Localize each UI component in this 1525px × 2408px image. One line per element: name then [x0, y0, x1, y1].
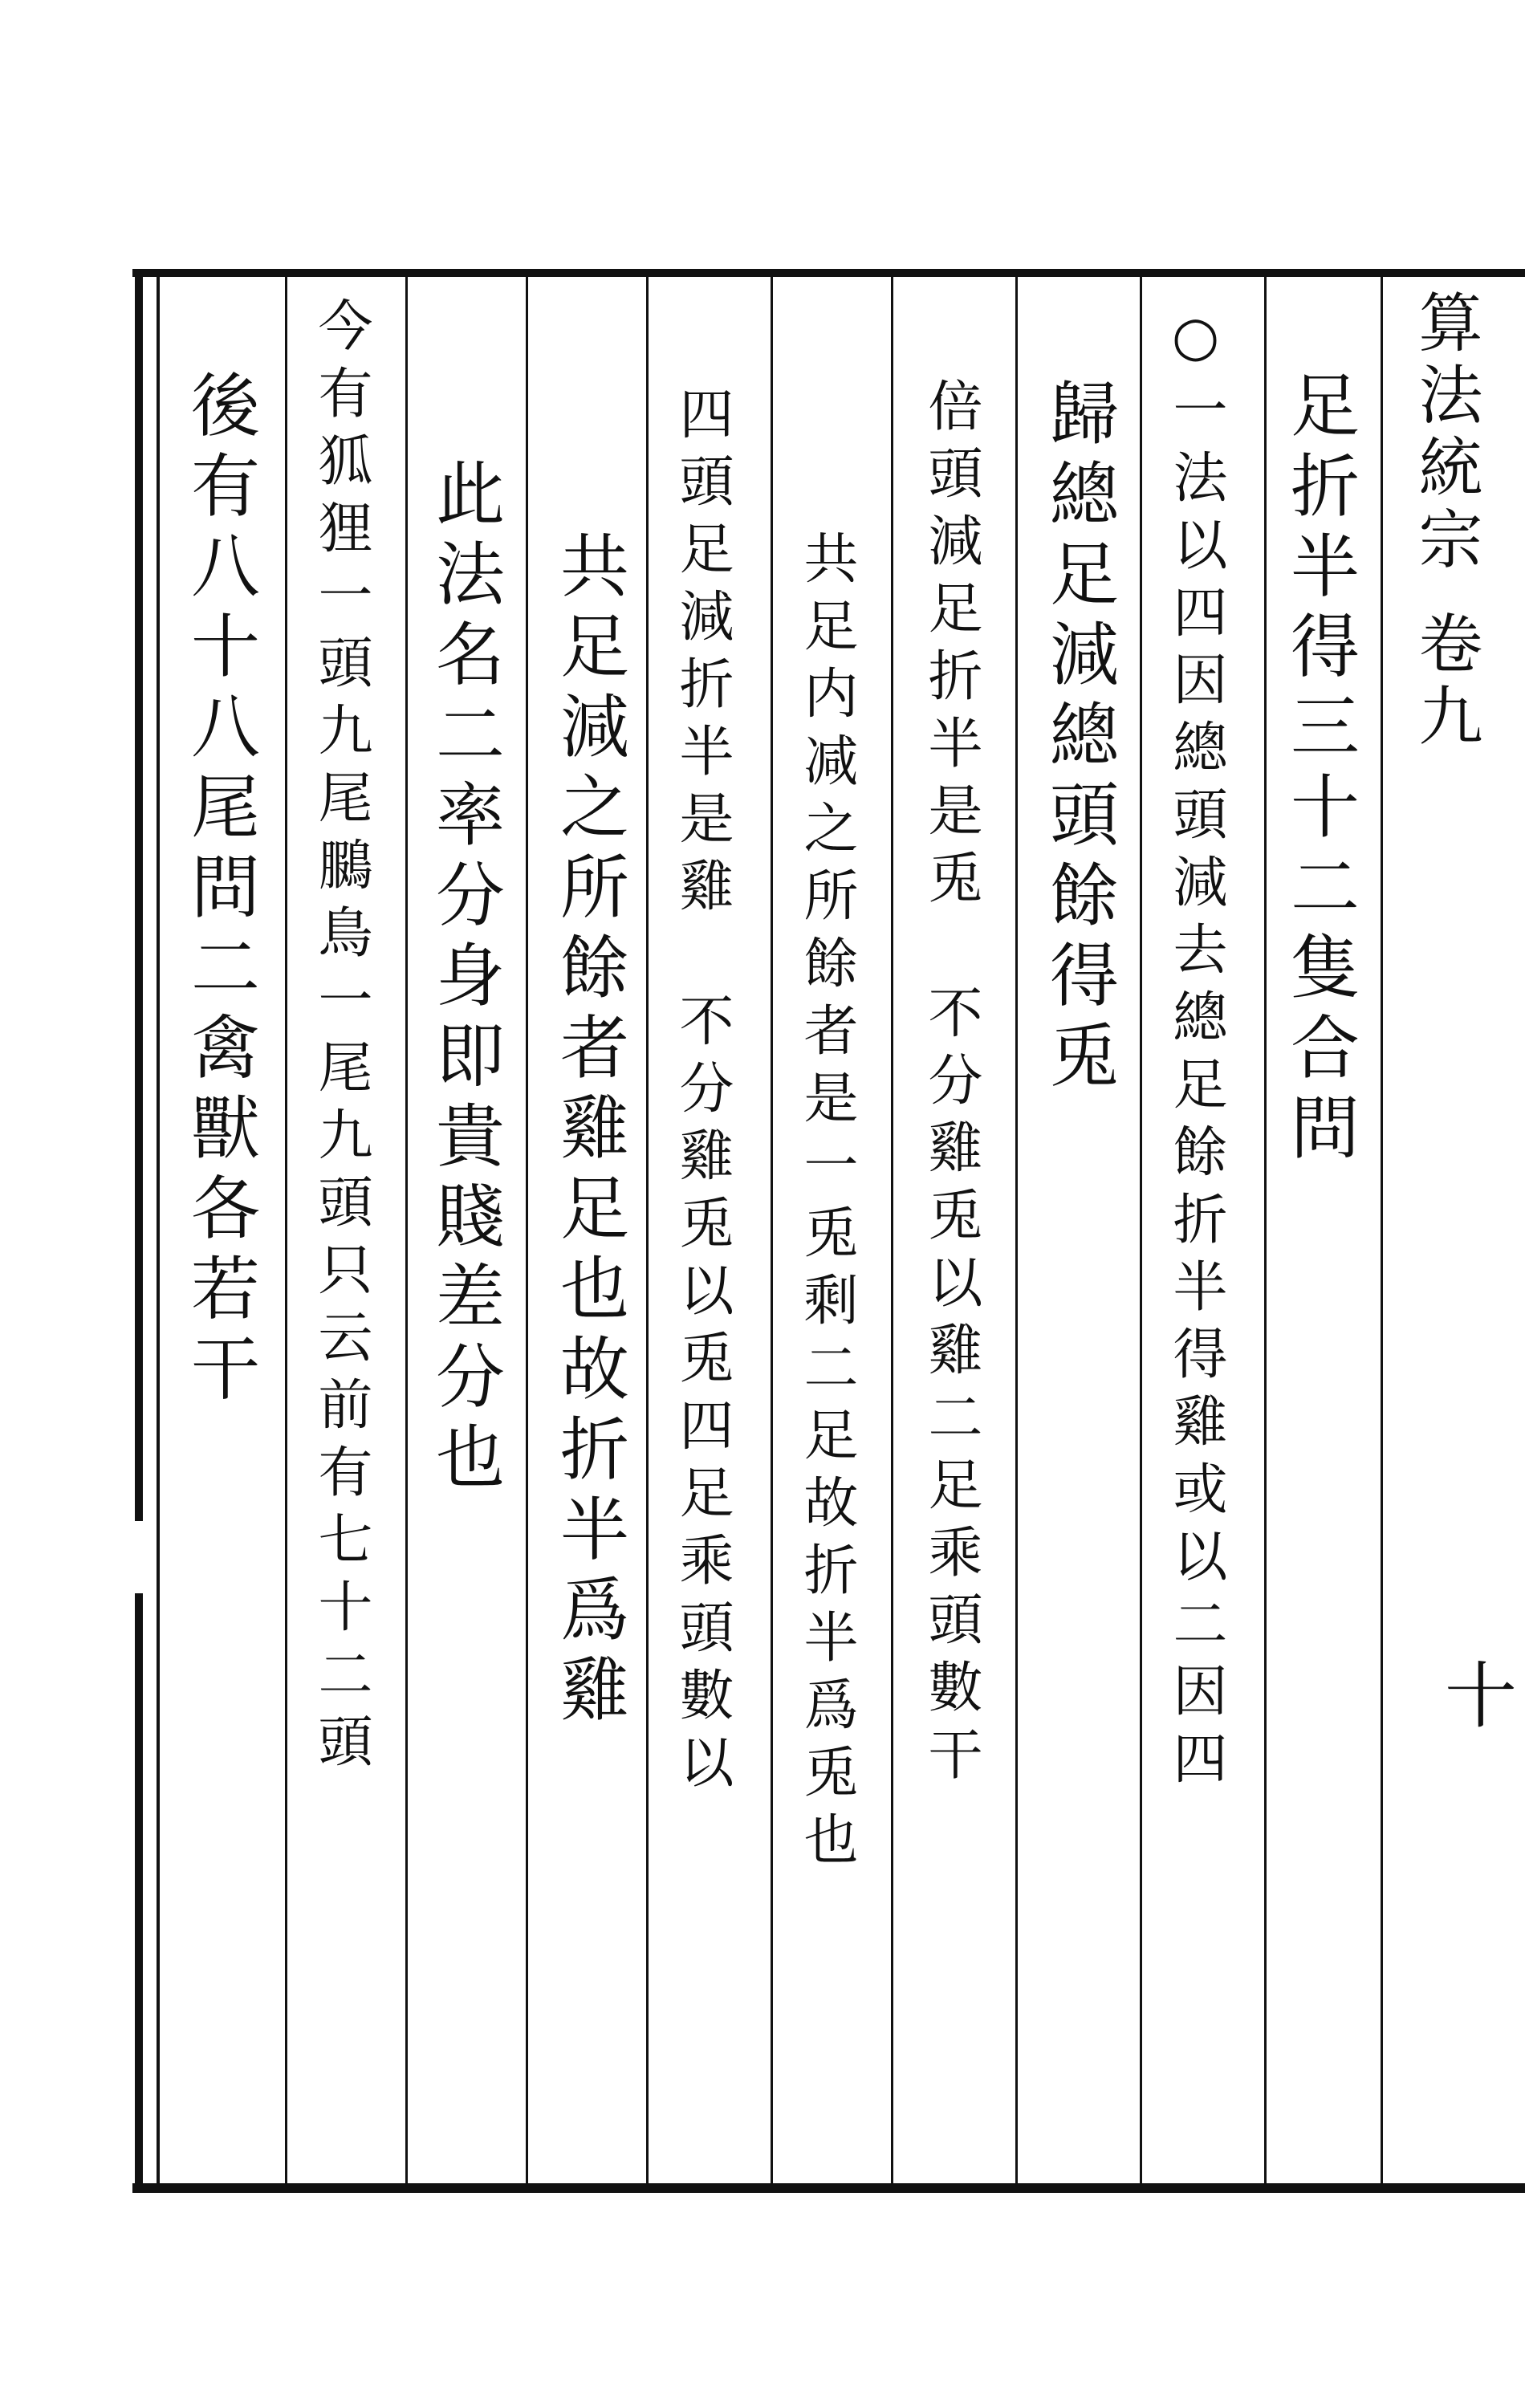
- text-column-8: 此法名二率分身即貴賤差分也: [424, 458, 504, 1501]
- text-column-3: 歸總足減總頭餘得兎: [1038, 377, 1118, 1100]
- column-divider: [405, 277, 408, 2183]
- text-column-7: 共足減之所餘者雞足也故折半爲雞: [548, 530, 628, 1734]
- text-column-4: 倍頭減足折半是兎 不分雞兎以雞二足乘頭數干: [919, 377, 982, 1793]
- frame-left-border-lower: [135, 1593, 143, 2191]
- text-column-2: ○一法以四因總頭減去總足餘折半得雞或以二因四: [1164, 305, 1227, 1797]
- text-column-10: 後有八十八尾問二禽獸各若干: [179, 369, 259, 1413]
- volume-label: 卷九: [1408, 610, 1482, 755]
- frame-top-border: [132, 269, 1525, 277]
- text-column-9: 今有狐狸一頭九尾鵩鳥一尾九頭只云前有七十二頭: [309, 297, 372, 1780]
- folio-number: 十: [1445, 1654, 1517, 1739]
- column-divider: [771, 277, 773, 2183]
- frame-left-inner-border: [157, 277, 160, 2183]
- text-column-5: 共足内减之所餘者是一兎剩二足故折半爲兎也: [795, 530, 858, 1878]
- column-divider: [891, 277, 893, 2183]
- column-divider: [1264, 277, 1267, 2183]
- column-divider: [1381, 277, 1383, 2183]
- column-divider: [285, 277, 287, 2183]
- text-column-1: 足折半得三十二隻合問: [1279, 369, 1359, 1172]
- book-title: 算法統宗: [1408, 289, 1482, 578]
- column-divider: [526, 277, 528, 2183]
- column-divider: [1015, 277, 1018, 2183]
- frame-bottom-border: [132, 2183, 1525, 2193]
- frame-left-border: [135, 269, 143, 1521]
- column-divider: [1140, 277, 1142, 2183]
- column-divider: [646, 277, 649, 2183]
- text-column-6: 四頭足減折半是雞 不分雞兎以兎四足乘頭數以: [670, 385, 734, 1801]
